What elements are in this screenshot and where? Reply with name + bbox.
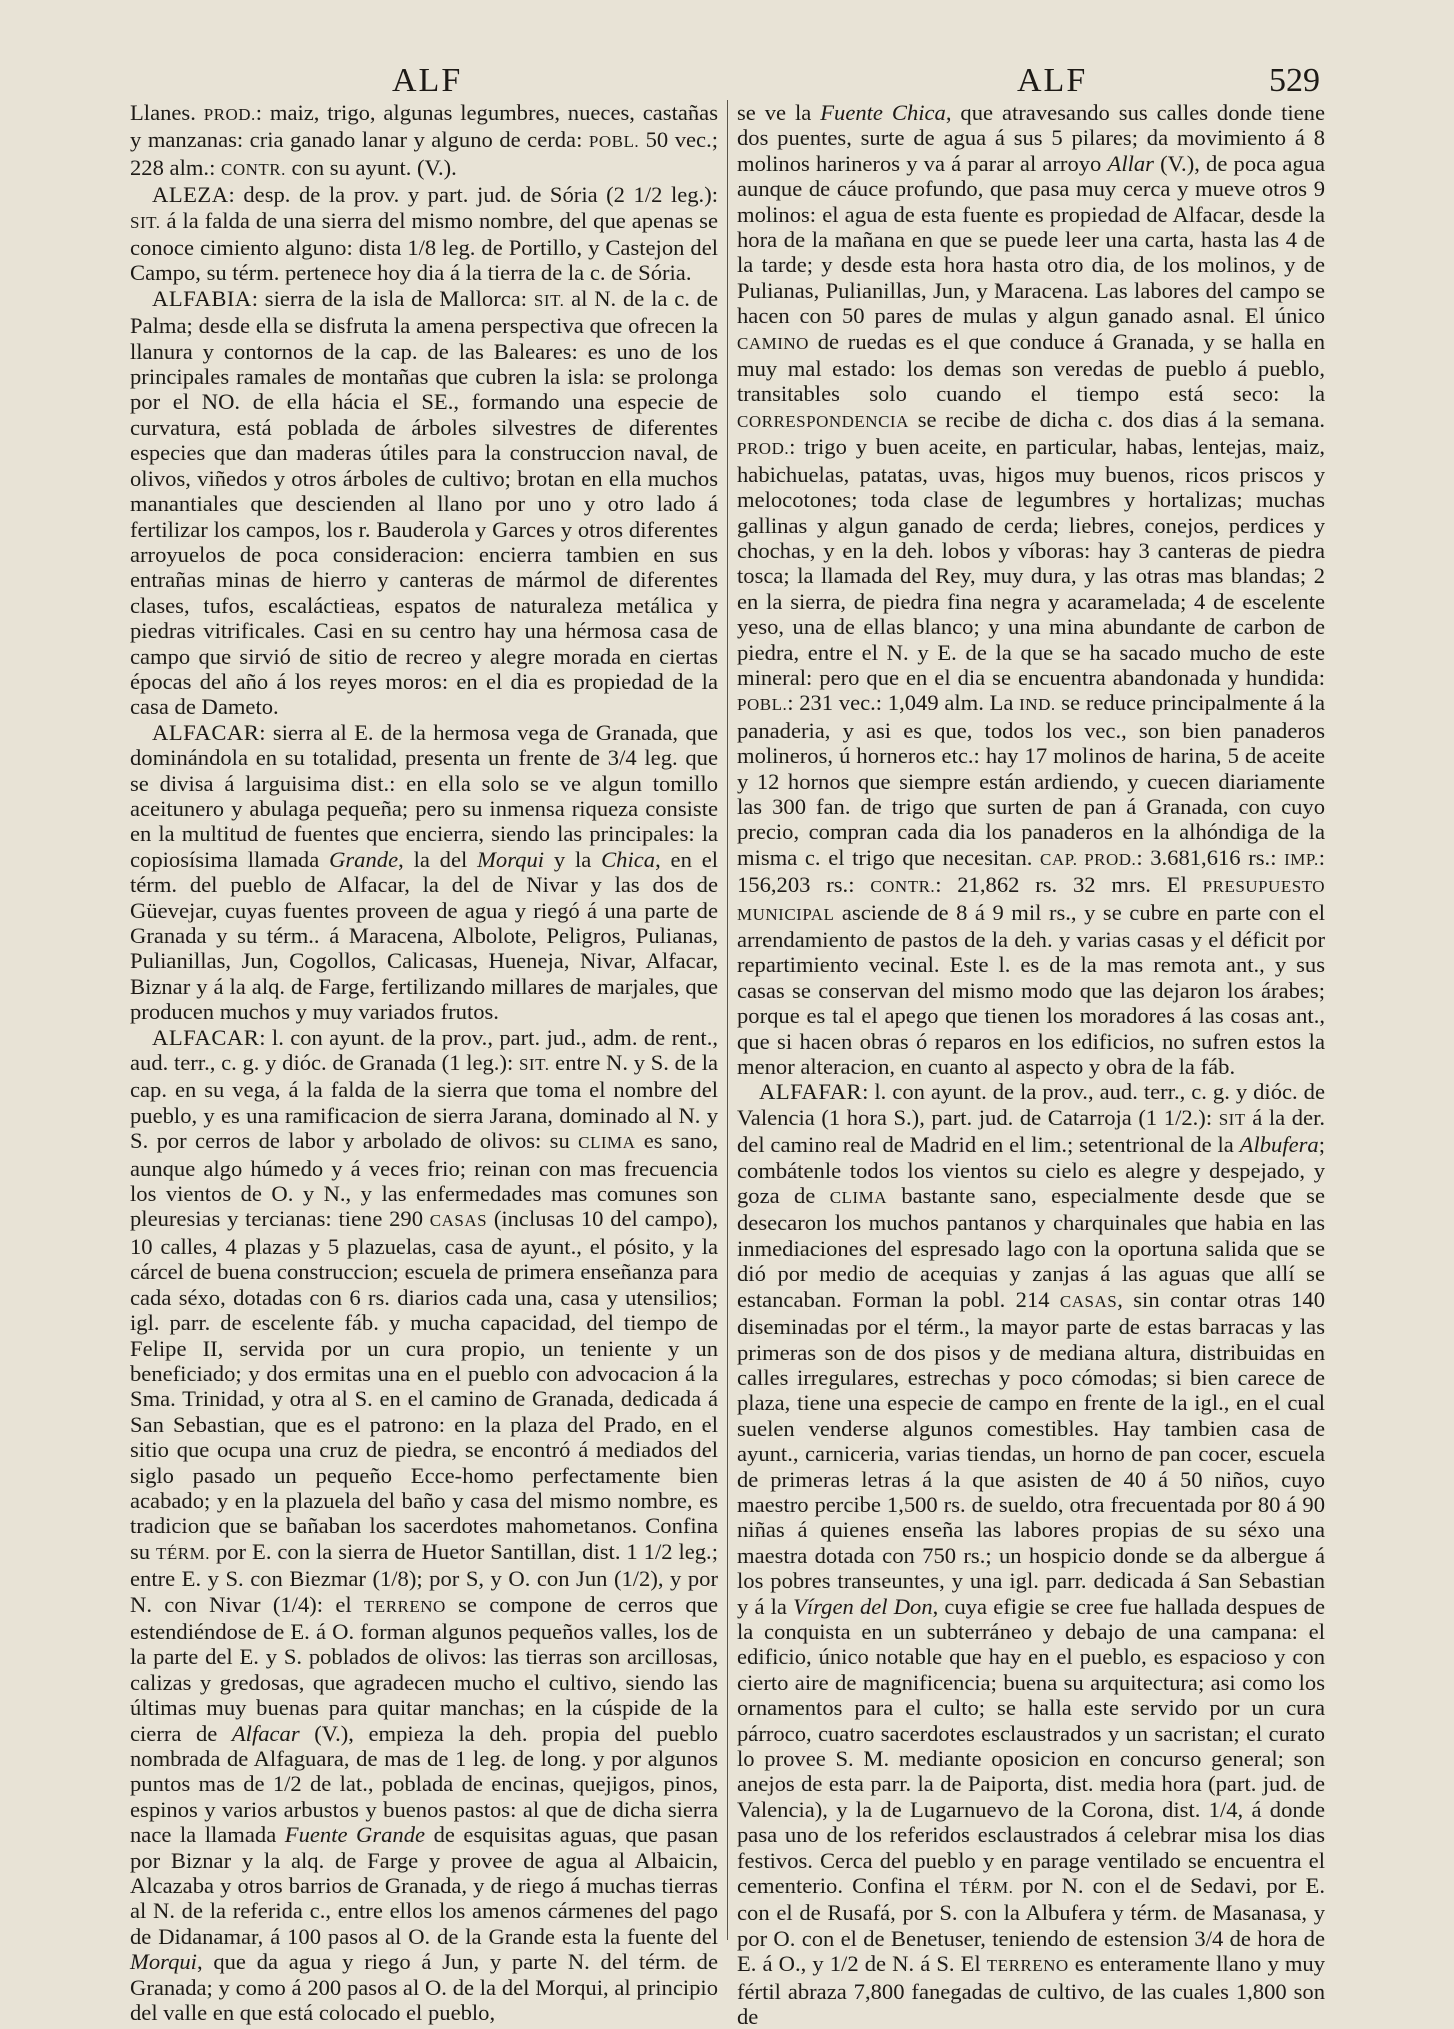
- entry-alfacar-continuation: se ve la Fuente Chica, que atravesando sus calles donde tiene dos puentes, surte de agua á sus 5 pilares; da movimiento á 8 molinos harineros y va á parar al arroyo Allar (V.), de poca agua aunque de cáuce profundo, que pasa muy cerca y mueve otros 9 molinos: el agua de esta fuente es propiedad de Alfacar, desde la hora de la mañana en que se puede leer una carta, hasta las 4 de la tarde; y desde esta hora hasta otro dia, de los molinos, y de Pulianas, Pulianillas, Jun, y Maracena. Las labores del campo se hacen con 50 pares de mulas y algun ganado asnal. El único CAMINO de ruedas es el que conduce á Granada, y se halla en muy mal estado: los demas son veredas de pueblo á pueblo, transitables solo cuando el tiempo está seco: la CORRESPONDENCIA se recibe de dicha c. dos dias á la semana. PROD.: trigo y buen aceite, en particular, habas, lentejas, maiz, habichuelas, patatas, uvas, higos muy buenos, ricos priscos y melocotones; toda clase de legumbres y hortalizas; muchas gallinas y algun ganado de cerda; liebres, conejos, perdices y chochas, y en la deh. lobos y víboras: hay 3 canteras de piedra tosca; la llamada del Rey, muy dura, y las otras mas blandas; 2 en la sierra, de piedra fina negra y acaramelada; 4 de escelente yeso, una de ellas blanco; y una mina abundante de carbon de piedra, entre el N. y E. de la que se ha sacado mucho de este mineral: pero que en el dia se encuentra abandonada y hundida: POBL.: 231 vec.: 1,049 alm. La IND. se reduce principalmente á la panaderia, y asi es que, todos los vec., son bien panaderos molineros, ú horneros etc.: hay 17 molinos de harina, 5 de aceite y 12 hornos que siempre están ardiendo, y cuecen diariamente las 300 fan. de trigo que surten de pan á Granada, con cuyo precio, compran cada dia los panaderos en la alhóndiga de la misma c. el trigo que necesitan. CAP. PROD.: 3.681,616 rs.: IMP.: 156,203 rs.: CONTR.: 21,862 rs. 32 mrs. El PRESUPUESTO MUNICIPAL asciende de 8 á 9 mil rs., y se cubre en parte con el arrendamiento de pastos de la deh. y varias casas y el déficit por repartimiento vecinal. Este l. es de la mas remota ant., y sus casas se conservan del mismo modo que las dejaron los árabes; porque es tal el apego que tienen los moradores á las cosas ant., que si hacen obras ó reparos en los edificios, no sufren estos la menor alteracion, en cuanto al aspecto y obra de la fáb.: [737, 100, 1326, 1080]
- right-running-head: ALF: [1017, 62, 1088, 99]
- entry-llanes-continuation: Llanes. PROD.: maiz, trigo, algunas legumbres, nueces, castañas y manzanas: cria ganado lanar y alguno de cerda: POBL. 50 vec.; 228 alm.: CONTR. con su ayunt. (V.).: [130, 100, 719, 180]
- headword: ALFACAR: [152, 719, 260, 745]
- entry-alfafar: ALFAFAR: l. con ayunt. de la prov., aud. terr., c. g. y dióc. de Valencia (1 hora S.), part. jud. de Catarroja (1 1/2.): SIT á la der. del camino real de Madrid en el lim.; setentrional de la Albufera; combátenle todos los vientos su cielo es alegre y despejado, y goza de CLIMA bastante sano, especialmente desde que se desecaron los muchos pantanos y charquinales que habia en las inmediaciones del espresado lago con la oportuna salida que se dió por medio de acequias y zanjas á las aguas que allí se estancaban. Forman la pobl. 214 CASAS, sin contar otras 140 diseminadas por el térm., la mayor parte de estas barracas y las primeras son de dos pisos y de mediana altura, distribuidas en calles irregulares, estrechas y poco cómodas; si bien carece de plaza, tiene una especie de campo en frente de la igl., en el cual suelen venderse algunos comestibles. Hay tambien casa de ayunt., carniceria, varias tiendas, un horno de pan cocer, escuela de primeras letras á la que asisten de 40 á 50 niños, cuyo maestro percibe 1,500 rs. de sueldo, otra frecuentada por 80 á 90 niñas á quienes enseña las labores propias de su séxo una maestra dotada con 750 rs.; un hospicio donde se da albergue á los pobres transeuntes, y una igl. parr. dedicada á San Sebastian y á la Vírgen del Don, cuya efigie se cree fue hallada despues de la conquista en un subterráneo y debajo de una campana: el edificio, único notable que hay en el pueblo, es espacioso y con cierto aire de magnificencia; buena su arquitectura; asi como los ornamentos para el culto; se halla este servido por un cura párroco, cuatro sacerdotes esclaustrados y un sacristan; el curato lo provee S. M. mediante oposicion en concurso general; son anejos de esta parr. la de Paiporta, dist. media hora (part. jud. de Valencia), y la de Lugarnuevo de la Corona, dist. 1/4, á donde pasa uno de los referidos esclaustrados á celebrar misa los dias festivos. Cerca del pueblo y en parage ventilado se encuentra el cementerio. Confina el TÉRM. por N. con el de Sedavi, por E. con el de Rusafá, por S. con la Albufera y térm. de Masanasa, y por O. con el de Benetuser, teniendo de estension 3/4 de hora de E. á O., y 1/2 de N. á S. El TERRENO es enteramente llano y muy fértil abraza 7,800 fanegadas de cultivo, de las cuales 1,800 son de: [737, 1079, 1326, 2029]
- entry-alfacar-lugar: ALFACAR: l. con ayunt. de la prov., part. jud., adm. de rent., aud. terr., c. g. y dióc. de Granada (1 leg.): SIT. entre N. y S. de la cap. en su vega, á la falda de la sierra que toma el nombre del pueblo, y es una ramificacion de sierra Jarana, dominado al N. y S. por cerros de labor y arbolado de olivos: su CLIMA es sano, aunque algo húmedo y á veces frio; reinan con mas frecuencia los vientos de O. y N., y las enfermedades mas comunes son pleuresias y tercianas: tiene 290 CASAS (inclusas 10 del campo), 10 calles, 4 plazas y 5 plazuelas, casa de ayunt., el pósito, y la cárcel de buena construccion; escuela de primera enseñanza para cada séxo, dotadas con 6 rs. diarios cada una, casa y utensilios; igl. parr. de escelente fáb. y mucha capacidad, del tiempo de Felipe II, servida por un cura propio, un teniente y un beneficiado; y dos ermitas una en el pueblo con advocacion á la Sma. Trinidad, y otra al S. en el camino de Granada, dedicada á San Sebastian, que es el patrono: en la plaza del Prado, en el sitio que ocupa una cruz de piedra, se encontró á mediados del siglo pasado un pequeño Ecce-homo perfectamente bien acabado; y en la plazuela del baño y casa del mismo nombre, es tradicion que se bañaban los sacerdotes mahometanos. Confina su TÉRM. por E. con la sierra de Huetor Santillan, dist. 1 1/2 leg.; entre E. y S. con Biezmar (1/8); por S, y O. con Jun (1/2), y por N. con Nivar (1/4): el TERRENO se compone de cerros que estendiéndose de E. á O. forman algunos pequeños valles, los de la parte del E. y S. poblados de olivos: las tierras son arcillosas, calizas y gredosas, que agradecen mucho el cultivo, siendo las últimas muy buenas para quitar manchas; en la cúspide de la cierra de Alfacar (V.), empieza la deh. propia del pueblo nombrada de Alfaguara, de mas de 1 leg. de long. y por algunos puntos mas de 1/2 de lat., poblada de encinas, quejigos, pinos, espinos y varios arbustos y buenos pastos: al que de dicha sierra nace la llamada Fuente Grande de esquisitas aguas, que pasan por Biznar y la alq. de Farge y provee de agua al Albaicin, Alcazaba y otros barrios de Granada, y de riego á muchas tierras al N. de la referida c., entre ellos los amenos cármenes del pago de Didanamar, á 100 pasos al O. de la Grande esta la fuente del Morqui, que da agua y riego á Jun, y parte N. del térm. de Granada; y como á 200 pasos al O. de la del Morqui, al principio del valle en que está colocado el pueblo,: [130, 1024, 719, 2026]
- headword: ALFABIA: [152, 285, 252, 311]
- headword: ALFAFAR: [759, 1079, 863, 1105]
- entry-alfabia: ALFABIA: sierra de la isla de Mallorca: SIT. al N. de la c. de Palma; desde ella se disfruta la amena perspectiva que ofrecen la llanura y contornos de la cap. de las Baleares: es uno de los principales ramales de montañas que cubren la isla: se prolonga por el NO. de ella hácia el SE., formando una especie de curvatura, está poblada de árboles silvestres de diferentes especies que dan maderas útiles para la construccion naval, de olivos, viñedos y otros árboles de cultivo; brotan en ella muchos manantiales que descienden al llano por uno y otro lado á fertilizar los campos, los r. Bauderola y Garces y otros diferentes arroyuelos de poca consideracion: encierra tambien en sus entrañas minas de hierro y canteras de mármol de diferentes clases, tufos, escaláctieas, espatos de naturaleza metálica y piedras vitrificales. Casi en su centro hay una hérmosa casa de campo que sirvió de sitio de recreo y alegre morada en ciertas épocas del año á los reyes moros: en el dia es propiedad de la casa de Dameto.: [130, 285, 718, 720]
- headword: ALFACAR: [152, 1024, 260, 1050]
- left-running-head: ALF: [392, 62, 463, 99]
- right-column: [737, 100, 1326, 2029]
- column-divider: [727, 100, 728, 1940]
- headword: ALEZA: [152, 182, 229, 208]
- entry-aleza: ALEZA: desp. de la prov. y part. jud. de Sória (2 1/2 leg.): SIT. á la falda de una sierra del mismo nombre, del que apenas se conoce cimiento alguno: dista 1/8 leg. de Portillo, y Castejon del Campo, su térm. pertenece hoy dia á la tierra de la c. de Sória.: [130, 182, 718, 286]
- left-column: [130, 100, 719, 2026]
- entry-alfacar-sierra: ALFACAR: sierra al E. de la hermosa vega de Granada, que dominándola en su totalidad, presenta un frente de 3/4 leg. que se divisa á larguisima dist.: en ella solo se ve algun tomillo aceitunero y abulaga pequeña; pero su inmensa riqueza consiste en la multitud de fuentes que encierra, siendo las principales: la copiosísima llamada Grande, la del Morqui y la Chica, en el térm. del pueblo de Alfacar, la del de Nivar y las dos de Güevejar, cuyas fuentes proveen de agua y riegó á una parte de Granada y su térm.. á Maracena, Albolote, Peligros, Pulianas, Pulianillas, Jun, Cogollos, Calicasas, Hueneja, Nivar, Alfacar, Biznar y á la alq. de Farge, fertilizando millares de marjales, que producen muchos y muy variados frutos.: [130, 719, 718, 1025]
- page-number: 529: [1269, 62, 1320, 99]
